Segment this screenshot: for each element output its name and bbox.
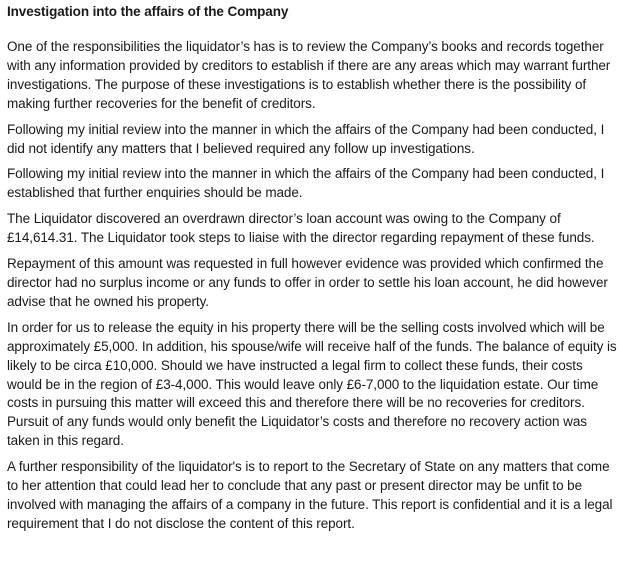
section-heading: Investigation into the affairs of the Company <box>7 4 289 19</box>
paragraph-repayment-request: Repayment of this amount was requested in full however evidence was provided which confirmed the director had no surplus income or any funds to offer in order to settle his loan account, he did however advise that he owned his property. <box>7 256 608 309</box>
paragraph-property-equity: In order for us to release the equity in his property there will be the selling costs involved which will be approximately £5,000. In addition, his spouse/wife will receive half of the funds. The balance of equity is likely to be circa £10,000. Should we have instructed a legal firm to collect these funds, their costs would be in the region of £3-4,000. This would leave only £6-7,000 to the liquidation estate. Our time costs in pursuing this matter will exceed this and therefore there will be no recoveries for creditors. Pursuit of any funds would only benefit the Liquidator’s costs and therefore no recovery action was taken in this regard. <box>7 319 617 449</box>
paragraph-responsibilities: One of the responsibilities the liquidator’s has is to review the Company’s books and records together with any information provided by creditors to establish if there are any areas which may warrant further investigations. The purpose of these investigations is to establish whether there is the possibility of making further recoveries for the benefit of creditors. <box>7 39 611 111</box>
paragraph-secretary-of-state-report: A further responsibility of the liquidator's is to report to the Secretary of State on any matters that come to her attention that could lead her to conclude that any past or present director may be unfit to be involved with managing the affairs of a company in the future. This report is confidential and it is a legal requirement that I do not disclose the content of this report. <box>7 459 613 531</box>
paragraph-no-matters-identified: Following my initial review into the manner in which the affairs of the Company had been conducted, I did not identify any matters that I believed required any follow up investigations. <box>7 121 605 156</box>
paragraph-further-enquiries: Following my initial review into the manner in which the affairs of the Company had been conducted, I established that further enquiries should be made. <box>7 166 605 201</box>
paragraph-overdrawn-loan-account: The Liquidator discovered an overdrawn director’s loan account was owing to the Company of £14,614.31. The Liquidator took steps to liaise with the director regarding repayment of these funds. <box>7 211 595 246</box>
